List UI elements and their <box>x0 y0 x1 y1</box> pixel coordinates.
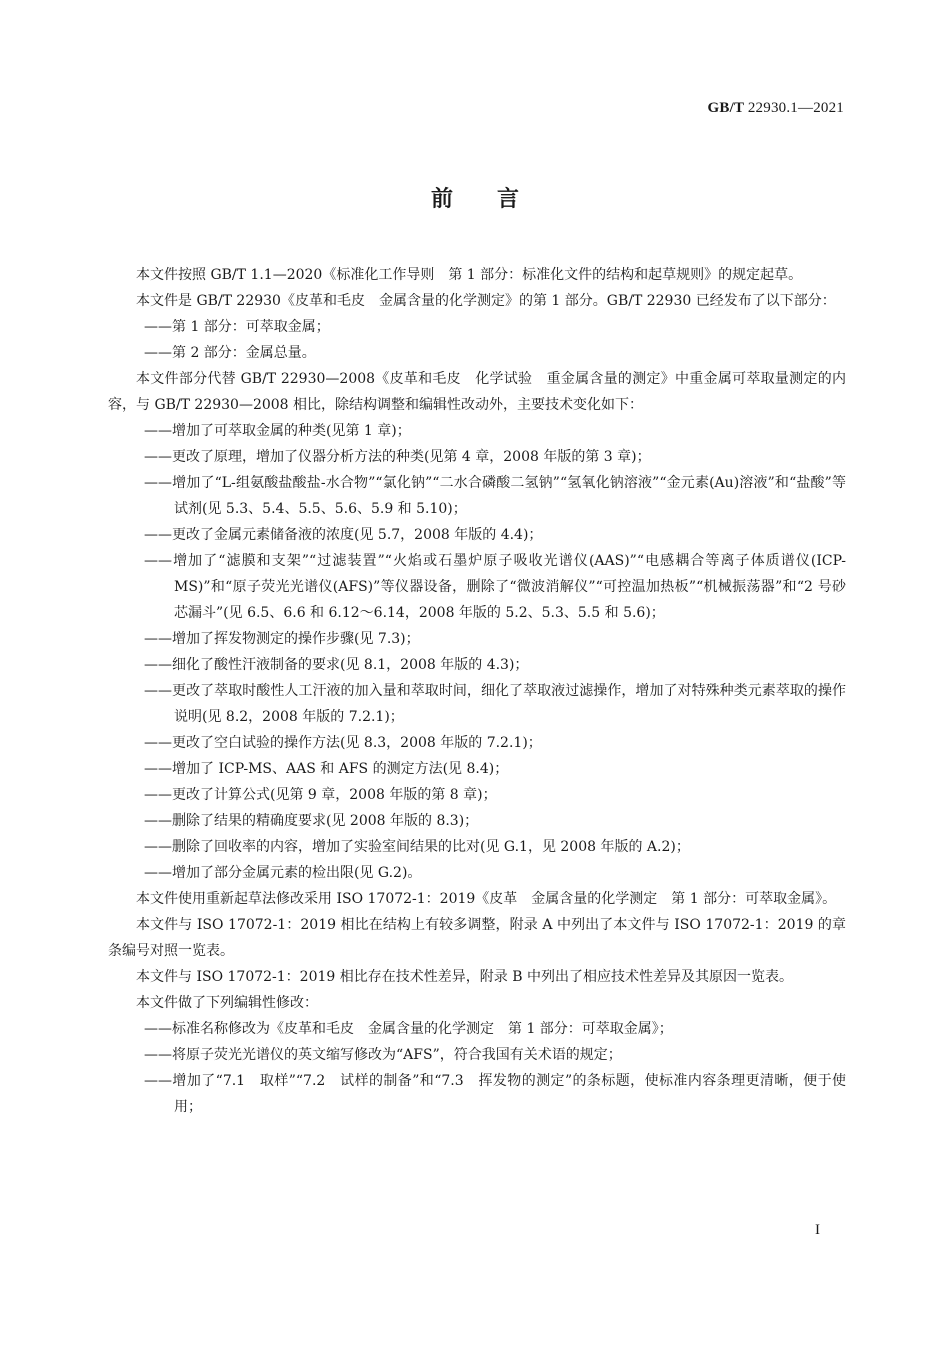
list-item: ——增加了“滤膜和支架”“过滤装置”“火焰或石墨炉原子吸收光谱仪(AAS)”“电感耦合等离子体质谱仪(ICP-MS)”和“原子荧光光谱仪(AFS)”等仪器设备，删除了“微波消解仪”“可控温加热板”“机械振荡器”和“2 号砂芯漏斗”(见 6.5、6.6 和 6.12～6.14，2008 年版的 5.2、5.3、5.5 和 5.6)； <box>144 553 846 621</box>
paragraph: 本文件是 GB/T 22930《皮革和毛皮 金属含量的化学测定》的第 1 部分。GB/T 22930 已经发布了以下部分： <box>136 293 836 309</box>
list-item: ——更改了空白试验的操作方法(见 8.3，2008 年版的 7.2.1)； <box>144 735 542 751</box>
paragraph: 本文件部分代替 GB/T 22930—2008《皮革和毛皮 化学试验 重金属含量的测定》中重金属可萃取量测定的内容，与 GB/T 22930—2008 相比，除结构调整和编辑性改动外，主要技术变化如下： <box>108 371 846 413</box>
list-item: ——将原子荧光光谱仪的英文缩写修改为“AFS”，符合我国有关术语的规定； <box>144 1047 622 1063</box>
paragraph: 本文件与 ISO 17072-1：2019 相比存在技术性差异，附录 B 中列出了相应技术性差异及其原因一览表。 <box>136 969 793 985</box>
standard-code-prefix: GB/T <box>707 100 744 116</box>
foreword-body <box>108 262 846 1120</box>
paragraph: 本文件按照 GB/T 1.1—2020《标准化工作导则 第 1 部分：标准化文件的结构和起草规则》的规定起草。 <box>136 267 803 283</box>
page-number: I <box>815 1222 820 1238</box>
list-item: ——增加了可萃取金属的种类(见第 1 章)； <box>144 423 411 439</box>
standard-code-number: 22930.1—2021 <box>747 100 844 116</box>
list-item: ——更改了萃取时酸性人工汗液的加入量和萃取时间，细化了萃取液过滤操作，增加了对特殊种类元素萃取的操作说明(见 8.2，2008 年版的 7.2.1)； <box>144 683 846 725</box>
paragraph: 本文件做了下列编辑性修改： <box>136 995 318 1011</box>
list-item: ——删除了回收率的内容，增加了实验室间结果的比对(见 G.1，见 2008 年版的 A.2)； <box>144 839 690 855</box>
list-item: ——删除了结果的精确度要求(见 2008 年版的 8.3)； <box>144 813 479 829</box>
paragraph: 本文件与 ISO 17072-1：2019 相比在结构上有较多调整，附录 A 中列出了本文件与 ISO 17072-1：2019 的章条编号对照一览表。 <box>108 917 846 959</box>
list-item: ——增加了 ICP-MS、AAS 和 AFS 的测定方法(见 8.4)； <box>144 761 509 777</box>
list-item: ——增加了“7.1 取样”“7.2 试样的制备”和“7.3 挥发物的测定”的条标题，使标准内容条理更清晰，便于使用； <box>144 1073 846 1115</box>
list-item: ——增加了“L-组氨酸盐酸盐-水合物”“氯化钠”“二水合磷酸二氢钠”“氢氧化钠溶液”“金元素(Au)溶液”和“盐酸”等试剂(见 5.3、5.4、5.5、5.6、5.9 和 5.10)； <box>144 475 846 517</box>
list-item: ——更改了计算公式(见第 9 章，2008 年版的第 8 章)； <box>144 787 497 803</box>
list-item: ——更改了金属元素储备液的浓度(见 5.7，2008 年版的 4.4)； <box>144 527 543 543</box>
list-item: ——标准名称修改为《皮革和毛皮 金属含量的化学测定 第 1 部分：可萃取金属》； <box>144 1021 673 1037</box>
standard-code <box>708 100 844 117</box>
paragraph: 本文件使用重新起草法修改采用 ISO 17072-1：2019《皮革 金属含量的化学测定 第 1 部分：可萃取金属》。 <box>136 891 837 907</box>
list-item: ——增加了部分金属元素的检出限(见 G.2)。 <box>144 865 422 881</box>
list-item: ——增加了挥发物测定的操作步骤(见 7.3)； <box>144 631 420 647</box>
list-item: ——更改了原理，增加了仪器分析方法的种类(见第 4 章，2008 年版的第 3 章)； <box>144 449 651 465</box>
list-item: ——第 1 部分：可萃取金属； <box>144 319 330 335</box>
list-item: ——第 2 部分：金属总量。 <box>144 345 316 361</box>
page-title: 前言 <box>430 187 563 212</box>
list-item: ——细化了酸性汗液制备的要求(见 8.1，2008 年版的 4.3)； <box>144 657 529 673</box>
